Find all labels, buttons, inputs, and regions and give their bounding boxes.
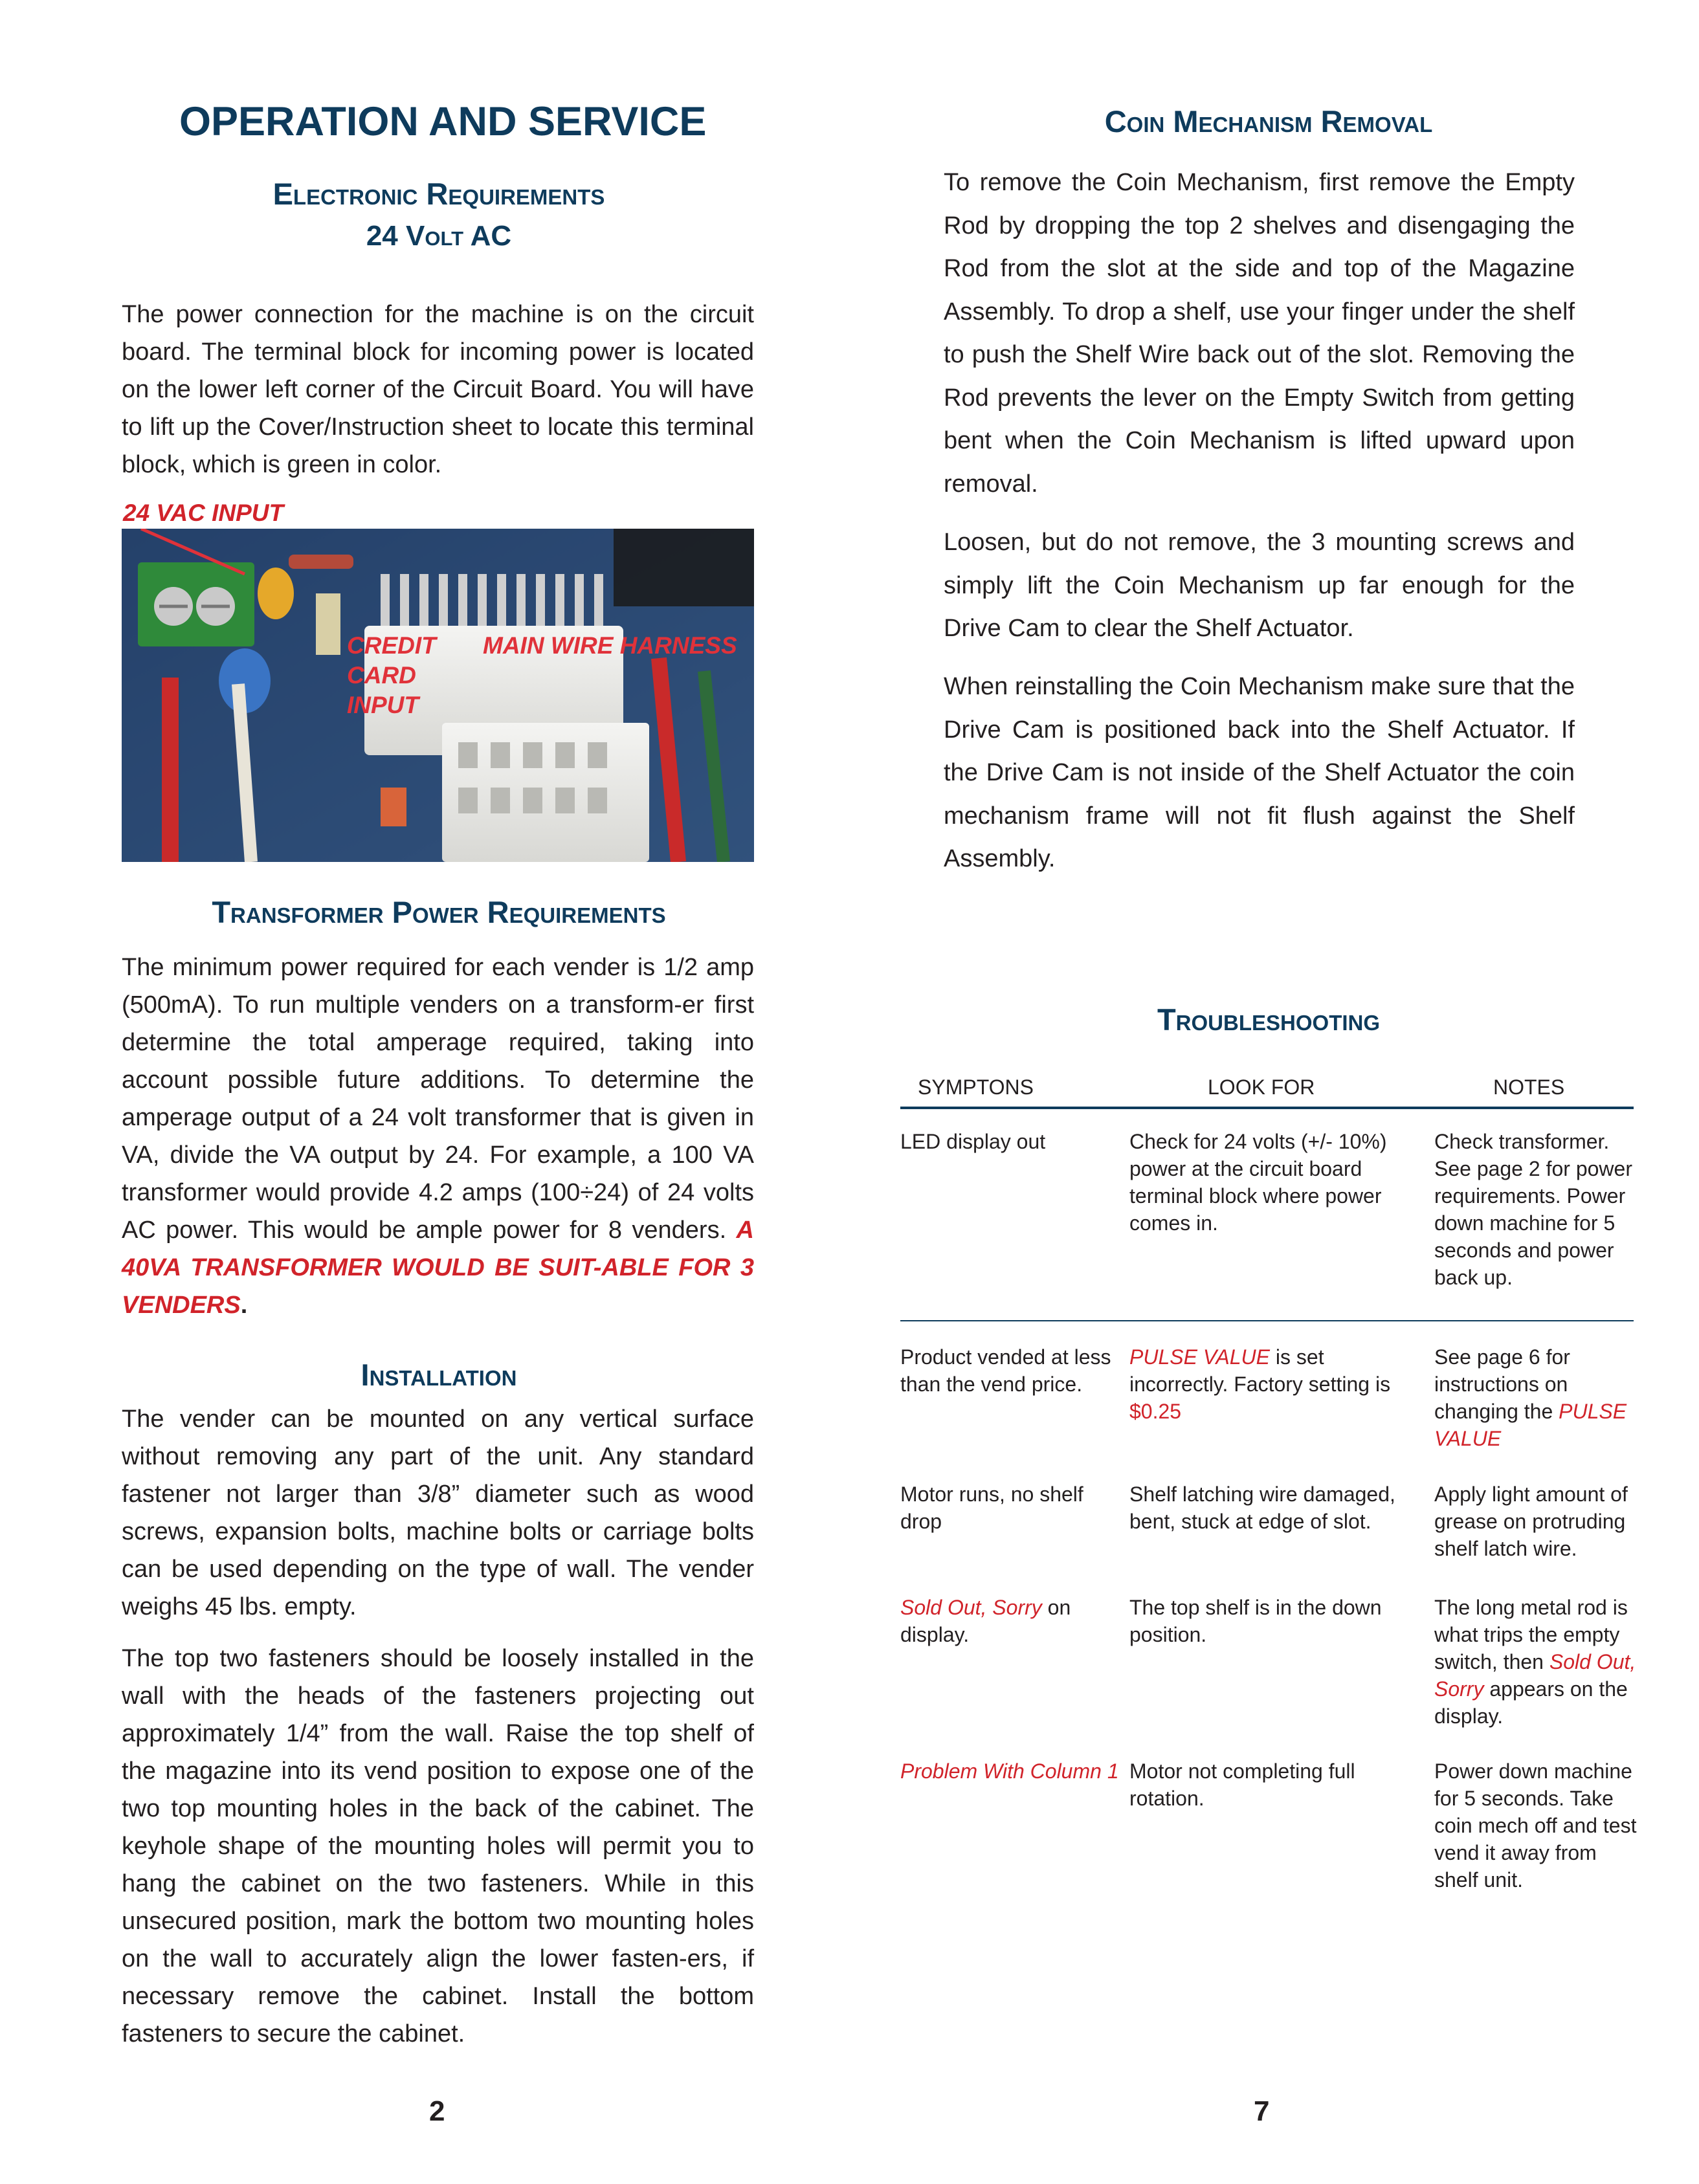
row3-notes: Apply light amount of grease on protruding shelf latch wire. (1434, 1483, 1628, 1560)
photo-caption: 24 VAC INPUT (123, 500, 284, 526)
row4-notes-text-b: appears on the display. (1434, 1677, 1628, 1728)
row2-notes (1434, 1343, 1638, 1452)
installation-paragraph-1: The vender can be mounted on any vertical surface without removing any part of the unit. Any standard fastener not larger than 3/8” diameter such as wood screws, expansion bolts, machine bolts or carriage bolts can be used depending on the type of wall. The vender weighs 45 lbs. empty. (122, 1406, 754, 1620)
transformer-paragraph (122, 949, 754, 1324)
transformer-heading: Transformer Power Requirements (212, 895, 666, 929)
row2-look-for-text: is set incorrectly. Factory setting is (1129, 1345, 1391, 1396)
label-credit-card-input-line2: CARD (347, 662, 416, 689)
row2-notes-pulse-value: PULSE VALUE (1434, 1400, 1627, 1450)
installation-heading: Installation (361, 1358, 517, 1392)
row2-symptom: Product vended at less than the vend price. (900, 1345, 1111, 1396)
electronic-subheading: 24 Volt AC (366, 220, 512, 252)
row4-look-for: The top shelf is in the down position. (1129, 1596, 1382, 1646)
row2-factory-value: $0.25 (1129, 1400, 1182, 1423)
row1-look-for: Check for 24 volts (+/- 10%) power at the circuit board terminal block where power comes in. (1129, 1130, 1387, 1235)
coin-mechanism-heading: Coin Mechanism Removal (1104, 104, 1433, 138)
row4-symptom (900, 1594, 1120, 1648)
column-header-notes: NOTES (1493, 1075, 1565, 1099)
page-number-left: 2 (429, 2095, 445, 2127)
row4-notes-sold-out: Sold Out, Sorry (1434, 1650, 1636, 1701)
coin-paragraph-2: Loosen, but do not remove, the 3 mounting screws and simply lift the Coin Mechanism up far enough for the Drive Cam to clear the Shelf Actuator. (944, 529, 1575, 642)
row3-symptom: Motor runs, no shelf drop (900, 1483, 1083, 1533)
page-number-right: 7 (1254, 2095, 1270, 2127)
coin-paragraph-3: When reinstalling the Coin Mechanism make sure that the Drive Cam is positioned back into the Shelf Actuator. If the Drive Cam is not inside of the Shelf Actuator the coin mechanism frame will not fit flush against the Shelf Assembly. (944, 673, 1575, 872)
row5-problem-column: Problem With Column 1 (900, 1759, 1119, 1783)
electronic-paragraph: The power connection for the machine is on the circuit board. The terminal block for incoming power is located on the lower left corner of the Circuit Board. You will have to lift up the Cover/Instruction sheet to locate this terminal block, which is green in color. (122, 301, 754, 478)
electronic-heading: Electronic Requirements (272, 177, 605, 211)
row4-symptom-text: on display. (900, 1596, 1071, 1646)
row4-notes-text-a: The long metal rod is what trips the empty switch, then (1434, 1596, 1628, 1673)
transformer-warning-end: . (240, 1292, 248, 1319)
row4-notes (1434, 1594, 1638, 1730)
page-title: OPERATION AND SERVICE (179, 99, 707, 144)
label-main-wire-harness: MAIN WIRE HARNESS (483, 632, 737, 659)
row2-look-for (1129, 1343, 1417, 1425)
circuit-board-illustration (122, 529, 754, 862)
table-header-rule (900, 1107, 1634, 1109)
row5-notes: Power down machine for 5 seconds. Take coin mech off and test vend it away from shelf unit. (1434, 1759, 1637, 1892)
column-header-look-for: LOOK FOR (1208, 1075, 1315, 1099)
row-divider-1 (900, 1320, 1634, 1321)
row4-sold-out: Sold Out, Sorry (900, 1596, 1042, 1619)
row2-notes-text: See page 6 for instructions on changing the (1434, 1345, 1570, 1423)
circuit-board-photo (122, 529, 754, 862)
row2-pulse-value: PULSE VALUE (1129, 1345, 1270, 1369)
label-credit-card-input-line1: CREDIT (347, 632, 436, 659)
troubleshooting-heading: Troubleshooting (1157, 1002, 1381, 1037)
transformer-text: The minimum power required for each vender is 1/2 amp (500mA). To run multiple venders on a transform-er first determine the total amperage required, taking into account possible future additions. To determine the amperage output of a 24 volt transformer that is given in VA, divide the VA output by 24. For example, a 100 VA transformer would provide 4.2 amps (100÷24) of 24 volts AC power. This would be ample power for 8 venders. (122, 954, 754, 1244)
label-credit-card-input-line3: INPUT (347, 692, 419, 718)
row1-notes: Check transformer. See page 2 for power requirements. Power down machine for 5 seconds and power back up. (1434, 1130, 1632, 1289)
installation-paragraph-2: The top two fasteners should be loosely installed in the wall with the heads of the fasteners projecting out approximately 1/4” from the wall. Raise the top shelf of the magazine into its vend position to expose one of the two top mounting holes in the back of the cabinet. The keyhole shape of the mounting holes will permit you to hang the cabinet on the two fasteners. While in this unsecured position, mark the bottom two mounting holes on the wall to accurately align the lower fasten-ers, if necessary remove the cabinet. Install the bottom fasteners to secure the cabinet. (122, 1645, 754, 2047)
row5-symptom (900, 1758, 1127, 1785)
row3-look-for: Shelf latching wire damaged, bent, stuck at edge of slot. (1129, 1483, 1395, 1533)
transformer-warning: A 40VA TRANSFORMER WOULD BE SUIT-ABLE FOR 3 VENDERS (122, 1217, 754, 1319)
row1-symptom: LED display out (900, 1130, 1046, 1153)
row5-look-for: Motor not completing full rotation. (1129, 1759, 1355, 1810)
coin-paragraph-1: To remove the Coin Mechanism, first remove the Empty Rod by dropping the top 2 shelves and disengaging the Rod from the slot at the side and top of the Magazine Assembly. To drop a shelf, use your finger under the shelf to push the Shelf Wire back out of the slot. Removing the Rod prevents the lever on the Empty Switch from getting bent when the Coin Mechanism is lifted upward upon removal. (944, 169, 1575, 498)
column-header-symptons: SYMPTONS (918, 1075, 1034, 1099)
